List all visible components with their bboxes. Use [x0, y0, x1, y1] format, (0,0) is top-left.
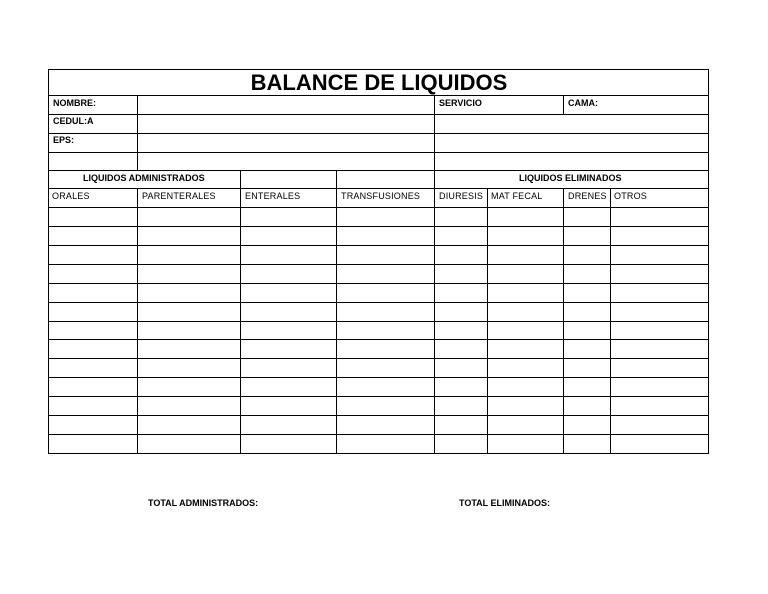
column-header-otros: OTROS — [614, 191, 648, 201]
outer-border — [48, 69, 709, 70]
eliminados-group-header: LIQUIDOS ELIMINADOS — [519, 173, 622, 183]
total-eliminados-label: TOTAL ELIMINADOS: — [459, 498, 550, 508]
servicio-field[interactable] — [486, 96, 562, 114]
nombre-field[interactable] — [138, 96, 434, 114]
table-row-line — [48, 264, 709, 265]
column-divider — [336, 170, 337, 454]
header-row-line — [48, 170, 709, 171]
form-title: BALANCE DE LIQUIDOS — [250, 70, 508, 95]
column-header-parenterales: PARENTERALES — [142, 191, 216, 201]
header-row-line — [48, 152, 709, 153]
eps-field[interactable] — [138, 134, 434, 152]
eps-label: EPS: — [53, 135, 75, 145]
header-column-line — [137, 95, 138, 171]
table-row-line — [48, 377, 709, 378]
cedula-label: CEDUL:A — [53, 116, 94, 126]
header-row-line — [48, 133, 709, 134]
total-administrados-label: TOTAL ADMINISTRADOS: — [148, 498, 259, 508]
column-header-drenes: DRENES — [568, 191, 607, 201]
table-row-line — [48, 339, 709, 340]
table-row-line — [48, 302, 709, 303]
header-column-line — [434, 95, 435, 171]
cama-field[interactable] — [603, 96, 708, 114]
column-header-diuresis: DIURESIS — [439, 191, 484, 201]
header-column-line — [563, 95, 564, 115]
table-row-line — [48, 415, 709, 416]
column-header-transfusiones: TRANSFUSIONES — [341, 191, 421, 201]
table-row-line — [48, 226, 709, 227]
table-row-line — [48, 245, 709, 246]
table-row-line — [48, 396, 709, 397]
table-row-line — [48, 321, 709, 322]
column-divider — [434, 170, 435, 454]
table-row-line — [48, 283, 709, 284]
cedula-field[interactable] — [138, 115, 434, 133]
column-divider — [240, 170, 241, 454]
header-row-line — [48, 114, 709, 115]
nombre-label: NOMBRE: — [53, 98, 96, 108]
table-row-line — [48, 358, 709, 359]
cama-label: CAMA: — [568, 98, 598, 108]
column-header-enterales: ENTERALES — [245, 191, 301, 201]
column-header-mat-fecal: MAT FECAL — [491, 191, 543, 201]
header-row-line — [48, 95, 709, 96]
table-row-line — [48, 434, 709, 435]
servicio-label: SERVICIO — [439, 98, 482, 108]
column-header-orales: ORALES — [52, 191, 90, 201]
administrados-group-header: LIQUIDOS ADMINISTRADOS — [83, 173, 205, 183]
